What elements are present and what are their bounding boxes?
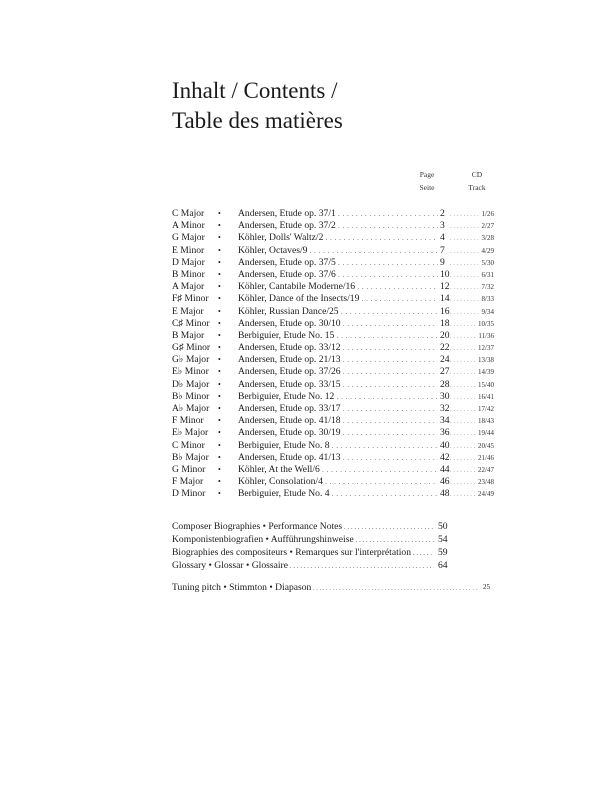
contents-entry-row[interactable]: [172, 318, 492, 330]
entry-page: 14: [438, 293, 452, 305]
entry-track-value: . . . 8/33: [480, 293, 494, 305]
entry-bullet: •: [218, 440, 221, 450]
entry-page: 44: [438, 464, 452, 476]
entry-bullet: •: [218, 452, 221, 462]
entry-bullet: •: [218, 233, 221, 243]
entry-track-value: . . . 2/27: [480, 220, 494, 232]
contents-entry-row[interactable]: [172, 391, 492, 403]
entry-key: C Minor: [172, 439, 205, 451]
contents-entry-row[interactable]: [172, 415, 492, 427]
contents-entry-row[interactable]: [172, 488, 492, 500]
entry-page: 32: [438, 403, 452, 415]
tuning-pitch-row[interactable]: [172, 581, 490, 594]
entry-piece: Andersen, Etude op. 30/19 . . .: [238, 427, 438, 439]
entry-track-value: . . . 12/37: [476, 342, 494, 354]
entry-bullet: •: [218, 464, 221, 474]
entry-piece: Andersen, Etude op. 37/26 . . .: [238, 366, 438, 378]
entry-piece: Andersen, Etude op. 33/15 . . .: [238, 379, 438, 391]
entry-key: D♭ Major: [172, 378, 210, 390]
seite-header-label: Seite: [419, 183, 435, 192]
section-label: Composer Biographies • Performance Notes . . .: [172, 520, 434, 534]
entry-piece: Andersen, Etude op. 41/18 . . .: [238, 415, 438, 427]
entry-page: 22: [438, 342, 452, 354]
entry-bullet: •: [218, 306, 221, 316]
entry-bullet: •: [218, 355, 221, 365]
entry-bullet: •: [218, 379, 221, 389]
entry-track-value: . . . 9/34: [480, 306, 494, 318]
entry-track-value: . . . 5/30: [480, 257, 494, 269]
entry-piece: Andersen, Etude op. 30/10 . . .: [238, 318, 438, 330]
entry-key: B Major: [172, 329, 205, 341]
entry-track-value: . . . 10/35: [476, 318, 494, 330]
entry-bullet: •: [218, 489, 221, 499]
entry-page: 46: [438, 476, 452, 488]
cd-header-label: CD: [471, 170, 483, 179]
contents-entry-row[interactable]: [172, 342, 492, 354]
contents-entry-row[interactable]: [172, 440, 492, 452]
entry-key: A♭ Major: [172, 403, 210, 414]
entry-bullet: •: [218, 269, 221, 279]
entry-track-value: . . . 6/31: [480, 269, 494, 281]
contents-entry-row[interactable]: [172, 306, 492, 318]
entry-key: F Major: [172, 476, 204, 488]
entry-key: F♯ Minor: [172, 293, 209, 305]
contents-entry-row[interactable]: [172, 366, 492, 378]
entry-page: 16: [438, 306, 452, 318]
entry-page: 3: [438, 220, 452, 232]
entry-page: 4: [438, 232, 452, 244]
entry-track-value: . . . 18/43: [476, 415, 494, 427]
section-row[interactable]: [172, 520, 462, 533]
entry-page: 10: [438, 269, 452, 281]
entry-track-value: . . . 14/39: [476, 366, 494, 378]
entry-track-value: . . . 23/48: [476, 476, 494, 488]
entry-track-value: . . . 17/42: [476, 403, 494, 415]
entry-piece: Köhler, At the Well/6 . . .: [238, 464, 438, 476]
entry-page: 28: [438, 379, 452, 391]
entry-page: 9: [438, 257, 452, 269]
entry-track-value: . . . 11/36: [476, 330, 494, 342]
entry-bullet: •: [218, 416, 221, 426]
entry-bullet: •: [218, 391, 221, 401]
entry-piece: Andersen, Etude op. 33/12 . . .: [238, 342, 438, 354]
tuning-pitch-track: 25: [481, 581, 490, 594]
cd-track-column-header: [462, 168, 492, 194]
contents-entry-row[interactable]: [172, 269, 492, 281]
entry-piece: Köhler, Dance of the Insects/19 . . .: [238, 293, 438, 305]
section-page: 50: [438, 521, 448, 532]
entry-piece: Berbiguier, Etude No. 15 . . .: [238, 330, 438, 342]
section-label: Komponistenbiografien • Aufführungshinweise . . .: [172, 533, 434, 547]
entry-key: B Minor: [172, 268, 205, 280]
entry-track-value: . . . 22/47: [476, 464, 494, 476]
entry-page: 2: [438, 208, 452, 220]
contents-entry-row[interactable]: [172, 476, 492, 488]
entry-bullet: •: [218, 209, 221, 218]
entries-list: [172, 208, 492, 501]
section-page: 59: [438, 547, 448, 558]
entry-key: D Minor: [172, 488, 206, 500]
entry-key: B♭ Minor: [172, 390, 210, 402]
entry-bullet: •: [218, 282, 221, 292]
contents-entry-row[interactable]: [172, 427, 492, 439]
entry-bullet: •: [218, 343, 221, 353]
track-header-label: Track: [468, 183, 486, 192]
entry-piece: Berbiguier, Etude No. 8 . . .: [238, 440, 438, 452]
contents-entry-row[interactable]: [172, 257, 492, 269]
entry-bullet: •: [218, 257, 221, 267]
contents-entry-row[interactable]: [172, 245, 492, 257]
page-title: [172, 76, 572, 136]
entry-page: 34: [438, 415, 452, 427]
contents-entry-row[interactable]: [172, 452, 492, 464]
entry-key: A Minor: [172, 220, 205, 232]
entry-key: G♭ Major: [172, 354, 210, 366]
section-label: Biographies des compositeurs • Remarques sur l'interprétation . . .: [172, 546, 434, 560]
entry-piece: Andersen, Etude op. 21/13 . . .: [238, 354, 438, 366]
entry-page: 12: [438, 281, 452, 293]
entry-piece: Köhler, Russian Dance/25 . . .: [238, 306, 438, 318]
entry-key: C Major: [172, 208, 205, 219]
entry-track-value: . . . 16/41: [476, 391, 494, 403]
entry-piece: Köhler, Dolls' Waltz/2 . . .: [238, 232, 438, 244]
entry-key: G Minor: [172, 463, 206, 475]
entry-track: [450, 488, 494, 501]
entry-key: E Minor: [172, 244, 205, 256]
entry-page: 24: [438, 354, 452, 366]
entry-track-value: . . . 20/45: [476, 440, 494, 452]
entry-page: 48: [438, 488, 452, 500]
entry-key: B♭ Major: [172, 451, 209, 463]
section-row[interactable]: [172, 533, 462, 546]
entry-bullet: •: [218, 428, 221, 438]
page-column-header: [412, 168, 442, 194]
contents-entry-row[interactable]: [172, 208, 492, 220]
entry-piece: Berbiguier, Etude No. 12 . . .: [238, 391, 438, 403]
entry-page: 7: [438, 245, 452, 257]
entry-page: 30: [438, 391, 452, 403]
entry-bullet: •: [218, 330, 221, 340]
entry-track-value: . . . 15/40: [476, 379, 494, 391]
tuning-pitch-label: Tuning pitch • Stimmton • Diapason . . .: [172, 581, 478, 595]
sections-list: [172, 520, 462, 572]
contents-entry-row[interactable]: [172, 293, 492, 305]
entry-track-value: . . . 13/38: [476, 354, 494, 366]
page-header-label: Page: [419, 170, 435, 179]
entry-key: E Major: [172, 305, 204, 317]
entry-track-value: . . . 21/46: [476, 452, 494, 464]
entry-bullet: •: [218, 221, 221, 231]
entry-key: C♯ Minor: [172, 317, 210, 329]
entry-bullet: •: [218, 245, 221, 255]
entry-piece: Köhler, Cantabile Moderne/16 . . .: [238, 281, 438, 293]
entry-bullet: •: [218, 294, 221, 304]
title-line-1: Inhalt / Contents /: [172, 78, 338, 103]
entry-bullet: •: [218, 404, 221, 413]
entry-page: 42: [438, 452, 452, 464]
contents-entry-row[interactable]: [172, 354, 492, 366]
section-page: 64: [438, 560, 448, 571]
entry-piece: Andersen, Etude op. 37/5 . . .: [238, 257, 438, 269]
entry-track-value: . . . 3/28: [480, 232, 494, 244]
entry-key: E♭ Major: [172, 427, 209, 439]
entry-track-value: . . . 24/49: [476, 488, 494, 500]
entry-piece: Köhler, Consolation/4 . . .: [238, 476, 438, 488]
contents-entry-row[interactable]: [172, 330, 492, 342]
contents-entry-row[interactable]: [172, 464, 492, 476]
section-row[interactable]: [172, 559, 462, 572]
entry-piece: Andersen, Etude op. 41/13 . . .: [238, 452, 438, 464]
entry-key: F Minor: [172, 415, 204, 427]
entry-key: G Major: [172, 232, 205, 244]
entry-track-value: . . . 4/29: [480, 245, 494, 257]
entry-bullet: •: [218, 477, 221, 487]
entry-bullet: •: [218, 367, 221, 377]
entry-track-value: . . . 1/26: [480, 208, 494, 220]
entry-key: E♭ Minor: [172, 366, 209, 378]
contents-entry-row[interactable]: [172, 403, 492, 415]
entry-track-value: . . . 19/44: [476, 427, 494, 439]
entry-key: D Major: [172, 256, 205, 268]
entry-key: G♯ Minor: [172, 342, 211, 354]
entry-piece: Andersen, Etude op. 33/17 . . .: [238, 403, 438, 415]
section-label: Glossary • Glossar • Glossaire . . .: [172, 559, 434, 573]
entry-piece: Köhler, Octaves/9 . . .: [238, 245, 438, 257]
title-line-2: Table des matières: [172, 108, 343, 133]
entry-key: A Major: [172, 281, 205, 293]
entry-page: 40: [438, 440, 452, 452]
contents-entry-row[interactable]: [172, 281, 492, 293]
section-row[interactable]: [172, 546, 462, 559]
entry-track-value: . . . 7/32: [480, 281, 494, 293]
entry-page: 27: [438, 366, 452, 378]
entry-piece: Andersen, Etude op. 37/6 . . .: [238, 269, 438, 281]
entry-bullet: •: [218, 318, 221, 328]
entry-piece: Andersen, Etude op. 37/1 . . .: [238, 208, 438, 220]
entry-piece: Berbiguier, Etude No. 4 . . .: [238, 488, 438, 500]
entry-page: 18: [438, 318, 452, 330]
section-page: 54: [438, 534, 448, 545]
entry-page: 20: [438, 330, 452, 342]
contents-entry-row[interactable]: [172, 220, 492, 232]
contents-entry-row[interactable]: [172, 232, 492, 244]
entry-page: 36: [438, 427, 452, 439]
entry-piece: Andersen, Etude op. 37/2 . . .: [238, 220, 438, 232]
contents-entry-row[interactable]: [172, 379, 492, 391]
